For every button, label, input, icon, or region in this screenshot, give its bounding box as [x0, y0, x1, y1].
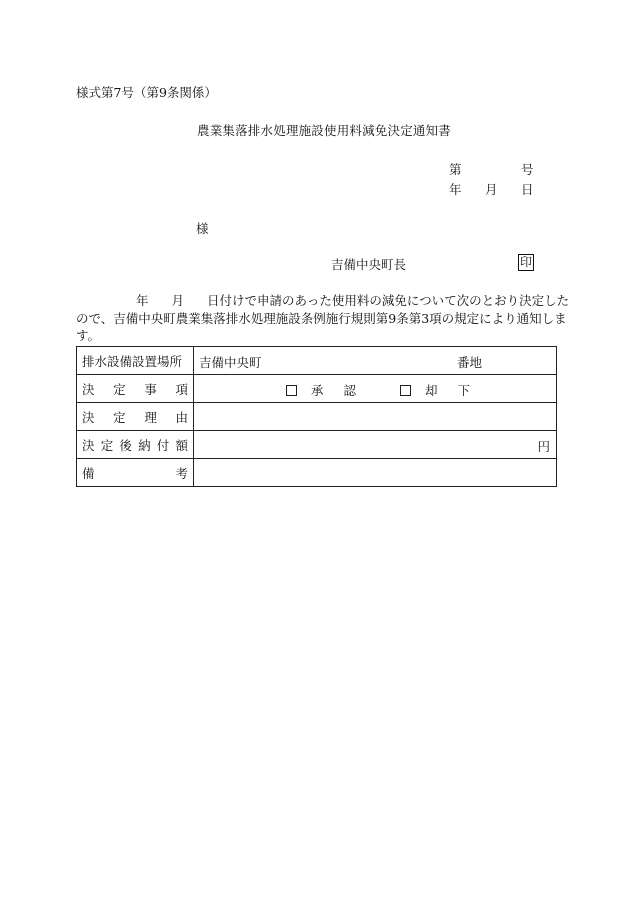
- form-number: 様式第7号（第9条関係）: [76, 85, 217, 100]
- decision-value-cell: [194, 375, 557, 403]
- location-value-cell[interactable]: [194, 347, 557, 375]
- reject-checkbox[interactable]: [400, 385, 411, 396]
- date-day: 日: [521, 182, 534, 197]
- document-title: 農業集落排水処理施設使用料減免決定通知書: [197, 123, 452, 138]
- approve-checkbox[interactable]: [286, 385, 297, 396]
- reject-option[interactable]: [400, 381, 470, 399]
- decision-label-cell: [77, 375, 194, 403]
- approve-option[interactable]: [286, 381, 356, 399]
- table-row-payment: [77, 431, 557, 459]
- decision-options: [286, 381, 470, 399]
- notice-body: [76, 292, 570, 345]
- remarks-label: 備 考: [82, 465, 188, 481]
- body-text-1: 日付けで申請のあった使用料の減免について次のとおり決定した: [207, 293, 570, 308]
- date-year: 年: [449, 182, 462, 197]
- location-label-cell: [77, 347, 194, 375]
- body-month: 月: [171, 293, 185, 308]
- body-year: 年: [136, 293, 149, 308]
- number-suffix: 号: [521, 162, 534, 177]
- body-line-3: す。: [76, 328, 101, 343]
- reject-label: 却 下: [425, 383, 470, 398]
- reason-label-cell: [77, 403, 194, 431]
- number-prefix: 第: [449, 162, 462, 177]
- reason-label: 決 定 理 由: [82, 409, 188, 425]
- reason-value-cell[interactable]: [194, 403, 557, 431]
- body-line-2: ので、吉備中央町農業集落排水処理施設条例施行規則第9条第3項の規定により通知しま: [76, 310, 567, 326]
- payment-label: 決 定 後 納 付 額: [82, 437, 188, 453]
- payment-unit: 円: [537, 439, 550, 454]
- table-row-reason: [77, 403, 557, 431]
- payment-label-cell: [77, 431, 194, 459]
- remarks-value-cell[interactable]: [194, 459, 557, 487]
- table-row-decision: [77, 375, 557, 403]
- seal-mark: 印: [519, 255, 532, 269]
- payment-value-cell[interactable]: [194, 431, 557, 459]
- location-label: 排水設備設置場所: [82, 353, 183, 369]
- sender-name: 吉備中央町長: [331, 257, 407, 272]
- date-month: 月: [485, 182, 498, 197]
- table-row-location: [77, 347, 557, 375]
- location-suffix: 番地: [457, 355, 483, 370]
- approve-label: 承 認: [311, 383, 356, 398]
- table-row-remarks: [77, 459, 557, 487]
- decision-table: [76, 346, 557, 487]
- remarks-label-cell: [77, 459, 194, 487]
- location-town: 吉備中央町: [199, 355, 262, 370]
- decision-label: 決 定 事 項: [82, 381, 188, 397]
- addressee-honorific: 様: [196, 221, 209, 236]
- body-line-1: [76, 292, 570, 310]
